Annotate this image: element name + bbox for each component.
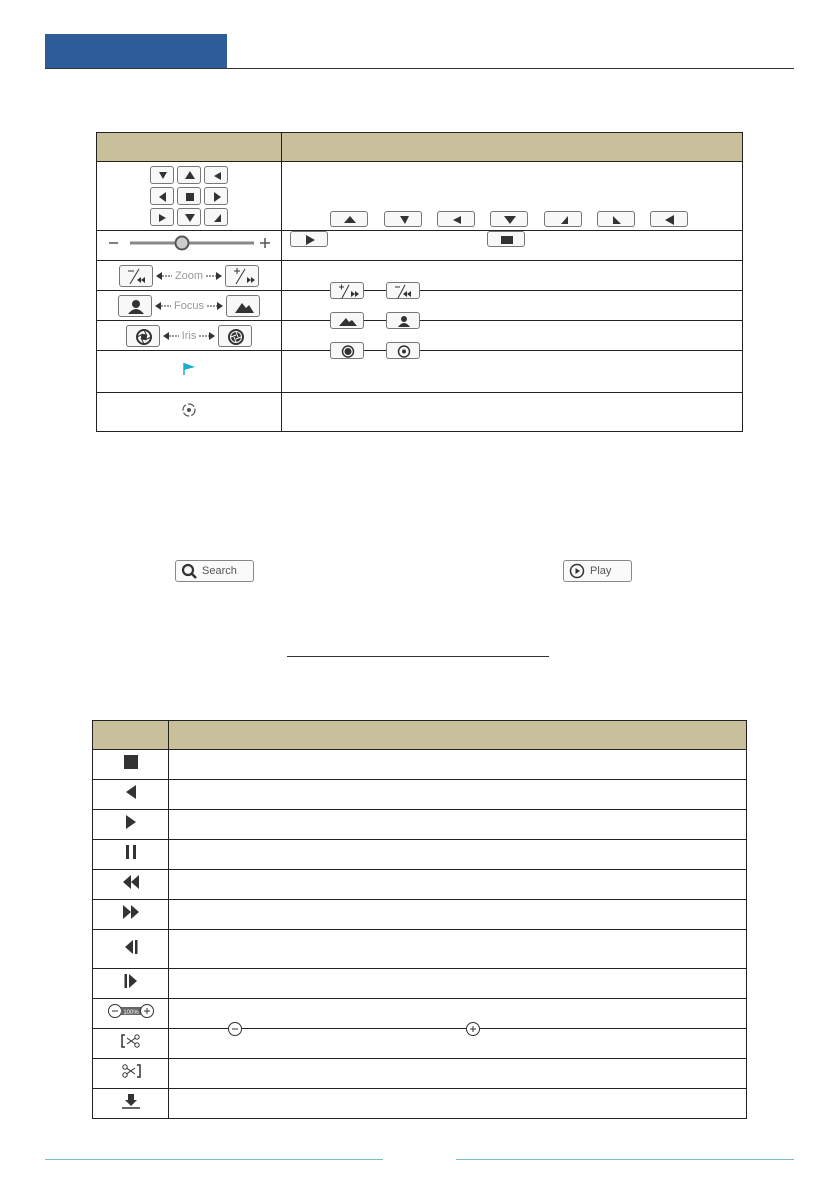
backup-description (169, 1089, 747, 1119)
rewind-cell (93, 870, 169, 900)
pause-cell (93, 840, 169, 870)
arrow-left-dashed (156, 271, 172, 281)
play-button-label: Play (590, 565, 612, 577)
focus-label: Focus (174, 299, 204, 312)
cruise-description (282, 393, 743, 432)
iris-open-icon[interactable] (218, 325, 252, 347)
focus-near-icon (386, 312, 420, 329)
play-circle-icon (569, 563, 585, 579)
header-rule (45, 68, 794, 69)
play-forward-cell (93, 810, 169, 840)
play-backward-cell (93, 780, 169, 810)
step-forward-description (169, 969, 747, 999)
preset-cell (97, 351, 282, 393)
clip-start-cell (93, 1029, 169, 1059)
timeline-zoom-control[interactable] (107, 1002, 155, 1020)
up-arrow-icon (330, 211, 368, 227)
ptz-table-header-button (97, 133, 282, 162)
focus-far-icon[interactable] (226, 295, 260, 317)
iris-control-cell (97, 321, 282, 351)
iris-open-icon (330, 342, 364, 359)
iris-close-icon[interactable] (126, 325, 160, 347)
zoom-scale-description (169, 999, 747, 1029)
play-button[interactable] (563, 560, 632, 582)
focus-near-icon[interactable] (118, 295, 152, 317)
speed-slider[interactable] (104, 233, 274, 253)
arrow-right-dashed (207, 301, 223, 311)
speed-slider-cell (97, 231, 282, 261)
search-button[interactable] (175, 560, 254, 582)
stop-icon (487, 231, 525, 247)
up-arrow-icon[interactable] (177, 166, 201, 184)
left-arrow-icon (650, 211, 688, 227)
arrow-left-dashed (163, 331, 179, 341)
iris-close-icon (386, 342, 420, 359)
direction-pad-cell (97, 162, 282, 231)
clip-end-cell (93, 1059, 169, 1089)
down-arrow-icon[interactable] (177, 208, 201, 226)
right-arrow-icon[interactable] (204, 187, 228, 205)
up-right-icon[interactable] (204, 166, 228, 184)
focus-control-cell (97, 291, 282, 321)
arrow-right-dashed (199, 331, 215, 341)
down-right-icon (597, 211, 635, 227)
footer-rule-right (456, 1159, 794, 1160)
arrow-left-dashed (155, 301, 171, 311)
up-right-icon (384, 211, 422, 227)
ptz-table-header-description (282, 133, 743, 162)
header-tab (45, 34, 227, 69)
step-forward-icon[interactable] (123, 973, 139, 989)
pause-description (169, 840, 747, 870)
play-forward-description (169, 810, 747, 840)
zoom-minus-icon (227, 1021, 243, 1037)
zoom-in-icon[interactable] (225, 265, 259, 287)
footer-rule-left (45, 1159, 383, 1160)
down-right-icon[interactable] (204, 208, 228, 226)
zoom-in-icon (330, 282, 364, 299)
down-left-icon[interactable] (150, 208, 174, 226)
iris-label: Iris (181, 329, 197, 342)
search-button-label: Search (202, 565, 237, 577)
play-icon[interactable] (123, 814, 139, 830)
underlined-link (287, 656, 549, 657)
stop-icon[interactable] (123, 754, 139, 770)
clip-end-icon[interactable] (120, 1063, 142, 1079)
play-backward-icon[interactable] (123, 784, 139, 800)
step-backward-icon[interactable] (123, 939, 139, 955)
zoom-description (282, 261, 743, 291)
zoom-out-icon[interactable] (119, 265, 153, 287)
step-backward-cell (93, 930, 169, 969)
cruise-icon[interactable] (181, 402, 197, 418)
playback-controls-table (92, 720, 747, 1119)
up-left-icon[interactable] (150, 166, 174, 184)
playback-table-header-button (93, 721, 169, 750)
search-icon (181, 563, 197, 579)
rewind-icon[interactable] (121, 874, 141, 890)
step-backward-description (169, 930, 747, 969)
stop-icon[interactable] (177, 187, 201, 205)
down-left-icon (544, 211, 582, 227)
preset-flag-icon[interactable] (181, 362, 197, 376)
cruise-cell (97, 393, 282, 432)
fast-forward-icon[interactable] (121, 904, 141, 920)
clip-start-icon[interactable] (120, 1033, 142, 1049)
playback-table-header-description (169, 721, 747, 750)
ptz-controls-table (96, 132, 743, 432)
zoom-percent-text: 100% (122, 1010, 139, 1016)
step-forward-cell (93, 969, 169, 999)
rewind-description (169, 870, 747, 900)
zoom-scale-cell (93, 999, 169, 1029)
clip-end-description (169, 1059, 747, 1089)
right-arrow-icon (290, 231, 328, 247)
fast-forward-description (169, 900, 747, 930)
direction-pad-description (282, 162, 743, 231)
fast-forward-cell (93, 900, 169, 930)
download-icon[interactable] (120, 1093, 142, 1109)
down-arrow-icon (490, 211, 528, 227)
zoom-out-icon (386, 282, 420, 299)
left-arrow-icon[interactable] (150, 187, 174, 205)
zoom-label: Zoom (174, 269, 204, 282)
stop-cell (93, 750, 169, 780)
focus-far-icon (330, 312, 364, 329)
clip-start-description (169, 1029, 747, 1059)
up-left-icon (437, 211, 475, 227)
stop-description (169, 750, 747, 780)
arrow-right-dashed (206, 271, 222, 281)
backup-cell (93, 1089, 169, 1119)
zoom-control-cell (97, 261, 282, 291)
zoom-plus-icon (465, 1021, 481, 1037)
play-backward-description (169, 780, 747, 810)
pause-icon[interactable] (123, 844, 139, 860)
